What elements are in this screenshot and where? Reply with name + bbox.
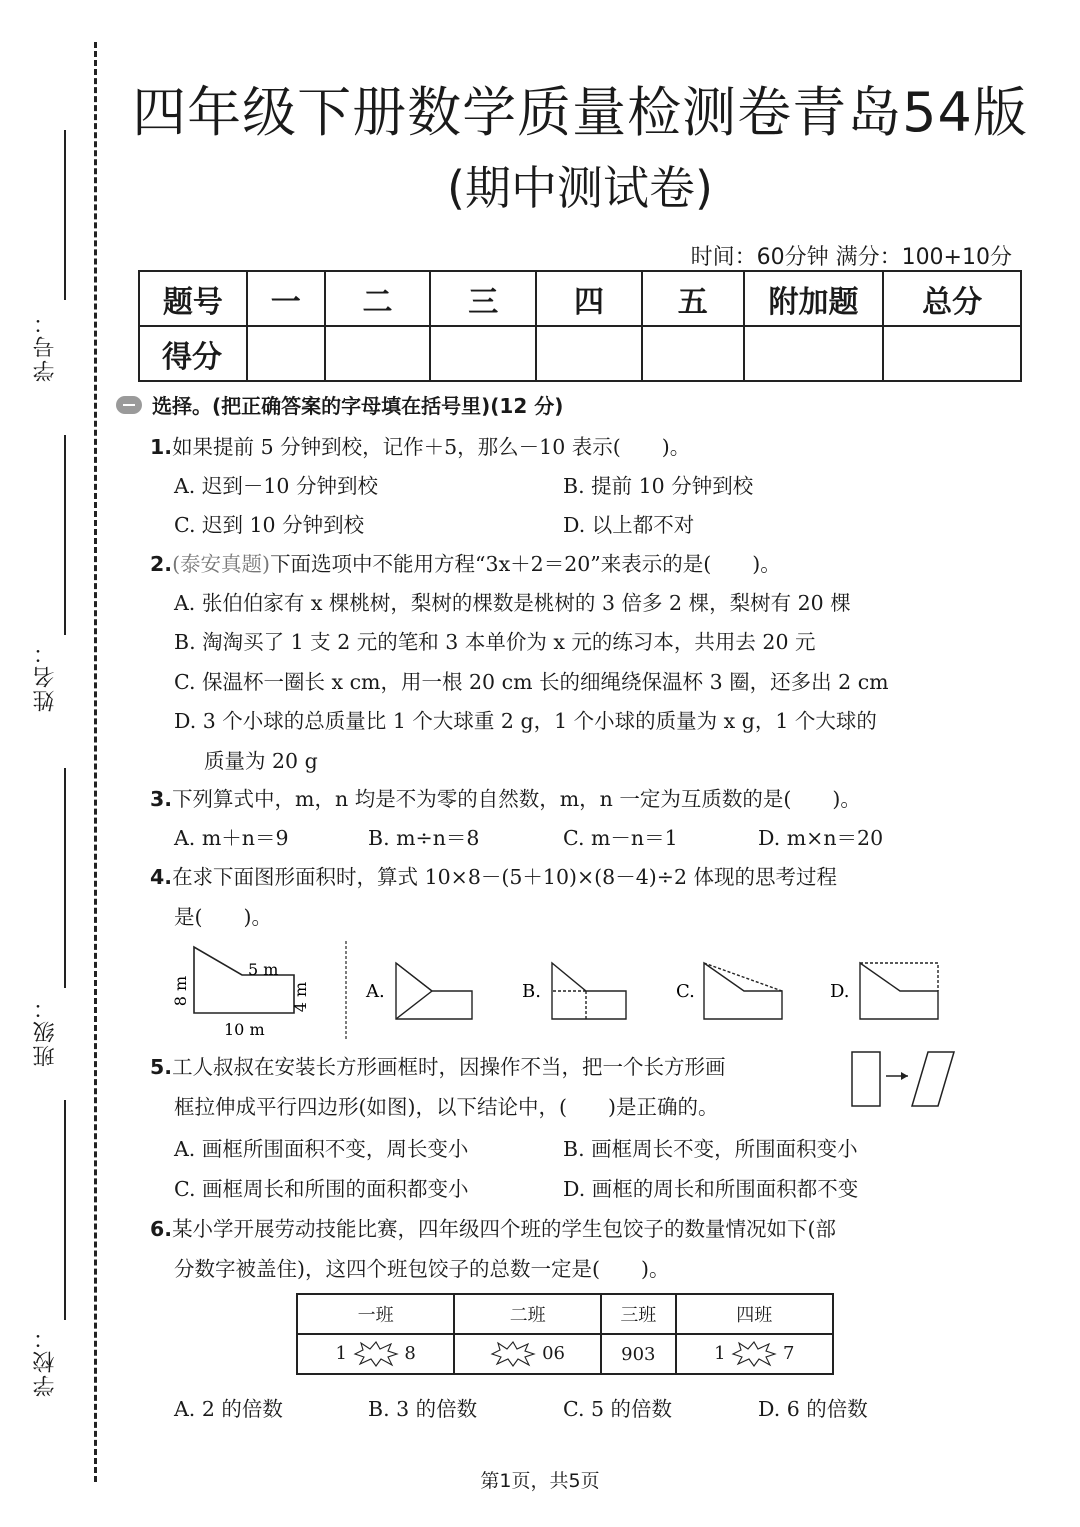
value-digit: 7	[783, 1343, 795, 1364]
value-digit: 1	[335, 1343, 347, 1364]
page-title: 四年级下册数学质量检测卷青岛54版	[132, 81, 1028, 144]
score-table	[138, 270, 1022, 382]
name-line	[64, 435, 66, 635]
q4-option-a-label: A.	[366, 981, 385, 1002]
q3-option-d: D. m×n＝20	[758, 826, 884, 850]
question-text: 下列算式中，m，n 均是不为零的自然数，m，n 一定为互质数的是( )。	[172, 787, 861, 811]
class-value-3	[601, 1334, 676, 1374]
score-table-row-header: 题号	[139, 271, 247, 326]
class-header-3: 三班	[601, 1294, 676, 1334]
question-source: (泰安真题)	[172, 552, 271, 576]
score-col-total: 总分	[883, 271, 1021, 326]
binding-dash-line	[94, 42, 97, 1482]
q1-option-a: A. 迟到－10 分钟到校	[174, 474, 378, 498]
q1-option-c: C. 迟到 10 分钟到校	[174, 513, 365, 537]
class-line	[64, 768, 66, 988]
class-header-4: 四班	[676, 1294, 833, 1334]
school-line	[64, 1100, 66, 1320]
class-header-1: 一班	[297, 1294, 454, 1334]
question-4-cont: 是( )。	[174, 905, 272, 929]
score-cell[interactable]	[325, 326, 431, 381]
q4-figures	[160, 935, 960, 1045]
score-cell[interactable]	[247, 326, 325, 381]
section-1-title: 选择。(把正确答案的字母填在括号里)(12 分)	[152, 394, 564, 418]
question-text: 某小学开展劳动技能比赛，四年级四个班的学生包饺子的数量情况如下(部	[172, 1217, 837, 1241]
covered-digits-icon	[353, 1341, 399, 1367]
score-cell[interactable]	[430, 326, 536, 381]
q2-option-d: D. 3 个小球的总质量比 1 个大球重 2 g，1 个小球的质量为 x g，1 个大球的	[174, 709, 877, 733]
question-text: 工人叔叔在安装长方形画框时，因操作不当，把一个长方形画	[172, 1055, 726, 1079]
fig-label-bottom: 10 m	[224, 1020, 265, 1039]
page-subtitle: (期中测试卷)	[447, 161, 713, 215]
q4-option-d-label: D.	[830, 981, 850, 1002]
score-label: 得分	[139, 326, 247, 381]
covered-digits-icon	[731, 1341, 777, 1367]
q3-option-b: B. m÷n＝8	[368, 826, 480, 850]
q6-option-c: C. 5 的倍数	[563, 1397, 673, 1421]
question-number: 5.	[150, 1055, 173, 1079]
score-cell[interactable]	[536, 326, 642, 381]
question-number: 3.	[150, 787, 173, 811]
q4-option-c-label: C.	[676, 981, 695, 1002]
q4-option-b-label: B.	[522, 981, 541, 1002]
question-number: 6.	[150, 1217, 173, 1241]
question-1	[150, 430, 690, 460]
q1-option-b: B. 提前 10 分钟到校	[563, 474, 754, 498]
q3-option-a: A. m＋n＝9	[174, 826, 289, 850]
score-cell[interactable]	[744, 326, 884, 381]
q2-option-a: A. 张伯伯家有 x 棵桃树，梨树的棵数是桃树的 3 倍多 2 棵，梨树有 20 棵	[174, 591, 851, 615]
q6-option-b: B. 3 的倍数	[368, 1397, 478, 1421]
name-label: 姓名：	[33, 640, 58, 712]
q4-option-c-figure	[704, 963, 782, 1019]
value-digit: 1	[714, 1343, 726, 1364]
q2-option-b: B. 淘淘买了 1 支 2 元的笔和 3 本单价为 x 元的练习本，共用去 20 元	[174, 630, 816, 654]
q1-option-d: D. 以上都不对	[563, 513, 695, 537]
q5-option-c: C. 画框周长和所围的面积都变小	[174, 1177, 469, 1201]
question-number: 2.	[150, 552, 173, 576]
score-col-2: 二	[325, 271, 431, 326]
score-col-4: 四	[536, 271, 642, 326]
question-text: 如果提前 5 分钟到校，记作＋5，那么－10 表示( )。	[172, 435, 691, 459]
q4-option-a-figure	[396, 963, 472, 1019]
q4-main-figure	[194, 947, 294, 1013]
score-cell[interactable]	[642, 326, 744, 381]
value-digit: 06	[542, 1343, 565, 1364]
q4-option-d-figure	[860, 963, 938, 1019]
question-text: 下面选项中不能用方程“3x＋2＝20”来表示的是( )。	[270, 552, 781, 576]
score-col-5: 五	[642, 271, 744, 326]
question-5-cont: 框拉伸成平行四边形(如图)，以下结论中，( )是正确的。	[174, 1095, 719, 1119]
q4-option-b-figure	[552, 963, 626, 1019]
page-footer: 第1页，共5页	[480, 1470, 600, 1492]
question-3	[150, 782, 861, 812]
q2-option-c: C. 保温杯一圈长 x cm，用一根 20 cm 长的细绳绕保温杯 3 圈，还多出 2 cm	[174, 670, 889, 694]
student-no-label: 学号：	[33, 310, 58, 382]
score-cell[interactable]	[883, 326, 1021, 381]
question-text: 在求下面图形面积时，算式 10×8－(5＋10)×(8－4)÷2 体现的思考过程	[172, 865, 837, 889]
q6-option-d: D. 6 的倍数	[758, 1397, 868, 1421]
dumpling-table	[296, 1293, 834, 1375]
question-6	[150, 1212, 836, 1242]
fig-label-right: 4 m	[291, 981, 310, 1013]
q5-option-b: B. 画框周长不变，所围面积变小	[563, 1137, 858, 1161]
section-1-heading	[116, 390, 563, 419]
class-label: 班级：	[33, 995, 58, 1067]
q5-rectangle-to-parallelogram-figure	[846, 1048, 962, 1110]
question-4	[150, 860, 837, 890]
question-2	[150, 547, 781, 577]
class-value-1	[297, 1334, 454, 1374]
class-value-4	[676, 1334, 833, 1374]
score-col-3: 三	[430, 271, 536, 326]
class-header-2: 二班	[454, 1294, 601, 1334]
fig-label-top: 5 m	[248, 960, 279, 979]
q3-option-c: C. m－n＝1	[563, 826, 678, 850]
question-number: 4.	[150, 865, 173, 889]
value-digit: 8	[404, 1343, 416, 1364]
q6-option-a: A. 2 的倍数	[174, 1397, 283, 1421]
question-6-cont: 分数字被盖住)，这四个班包饺子的总数一定是( )。	[174, 1257, 670, 1281]
school-label: 学校：	[33, 1325, 58, 1397]
section-badge-icon	[116, 396, 142, 414]
score-col-1: 一	[247, 271, 325, 326]
q5-option-d: D. 画框的周长和所围面积都不变	[563, 1177, 859, 1201]
score-col-bonus: 附加题	[744, 271, 884, 326]
fig-label-left: 8 m	[171, 975, 190, 1007]
question-number: 1.	[150, 435, 173, 459]
value-digit: 903	[621, 1343, 656, 1365]
class-value-2	[454, 1334, 601, 1374]
q2-option-d-cont: 质量为 20 g	[204, 749, 318, 773]
exam-meta: 时间：60分钟 满分：100+10分	[690, 245, 1012, 270]
question-5	[150, 1050, 726, 1080]
covered-digits-icon	[490, 1341, 536, 1367]
q5-option-a: A. 画框所围面积不变，周长变小	[174, 1137, 469, 1161]
